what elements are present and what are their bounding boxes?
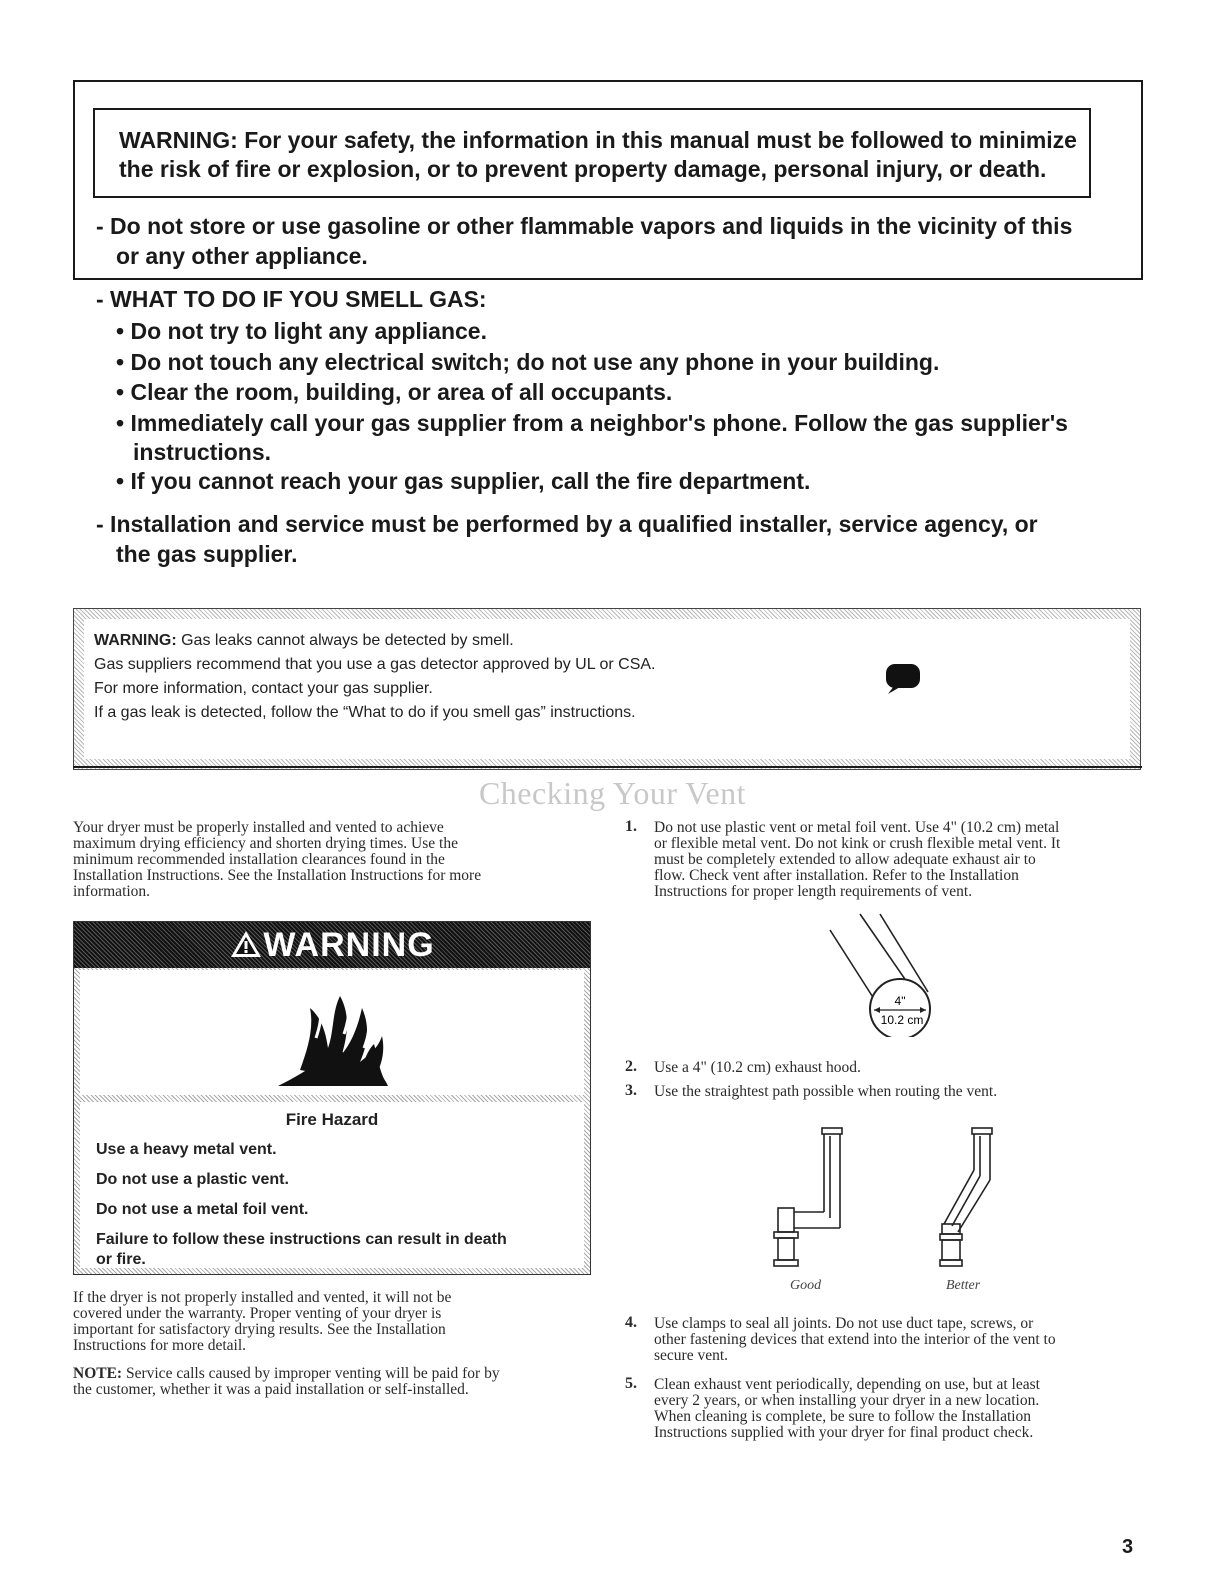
warning-line-4a: Failure to follow these instructions can result in death — [96, 1231, 507, 1248]
step-5-number: 5. — [625, 1375, 637, 1392]
gas-leak-label: WARNING: — [94, 632, 177, 649]
bullet-dot-icon: • — [116, 349, 131, 375]
installation-warning-line-2: the gas supplier. — [116, 541, 298, 567]
gas-detector-icon — [884, 662, 924, 696]
gas-leak-line-4: If a gas leak is detected, follow the “What to do if you smell gas” instructions. — [94, 704, 636, 721]
note-label: NOTE: — [73, 1365, 123, 1382]
safety-warning-headline-box — [93, 108, 1091, 198]
better-caption: Better — [946, 1278, 981, 1293]
bullet-dot-icon: • — [116, 379, 131, 405]
gas-leak-line-2: Gas suppliers recommend that you use a gas detector approved by UL or CSA. — [94, 656, 656, 673]
vent-diameter-diagram — [820, 912, 950, 1037]
intro-paragraph: Your dryer must be properly installed and vented to achieve maximum drying efficiency and shorten drying times. Use the minimum recommended installation clearances found in the Installation Instructions. See the Installation Instructions for more information. — [73, 819, 482, 900]
warning-text-panel — [80, 1102, 584, 1268]
alert-triangle-icon — [229, 929, 263, 959]
gas-leak-warning-content — [84, 619, 1130, 759]
fire-hazard-warning-label — [73, 921, 591, 1275]
step-1-number: 1. — [625, 818, 637, 835]
bullet-dot-icon: • — [116, 468, 131, 494]
vent-diameter-cm: 10.2 cm — [880, 1013, 924, 1027]
note-paragraph: NOTE: Service calls caused by improper venting will be paid for by the customer, whether it was a paid installation or self-installed. — [73, 1365, 500, 1398]
step-4-number: 4. — [625, 1314, 637, 1331]
better-vent-shape — [940, 1128, 992, 1266]
warning-header: WARNING — [229, 926, 434, 964]
section-divider — [73, 766, 1142, 768]
good-caption: Good — [790, 1278, 822, 1293]
step-5-text: Clean exhaust vent periodically, depending on use, but at least every 2 years, or when installing your dryer in a new location. When cleaning is complete, be sure to follow the Installation Instructions supplied with your dryer for final product check. — [654, 1376, 1040, 1441]
bullet-item: • Immediately call your gas supplier from a neighbor's phone. Follow the gas supplier's — [116, 410, 1068, 436]
step-3-text: Use the straightest path possible when routing the vent. — [654, 1083, 998, 1100]
page-number: 3 — [1122, 1536, 1134, 1558]
step-2-text: Use a 4" (10.2 cm) exhaust hood. — [654, 1059, 861, 1076]
bullet-dot-icon: • — [116, 410, 131, 436]
flammable-warning-line-1: - Do not store or use gasoline or other flammable vapors and liquids in the vicinity of this — [96, 213, 1073, 239]
bullet-dot-icon: • — [116, 318, 131, 344]
installation-warning-line-1: - Installation and service must be performed by a qualified installer, service agency, or — [96, 511, 1038, 537]
bullet-item-continued: instructions. — [133, 439, 272, 465]
vent-diameter-inches: 4" — [894, 994, 906, 1008]
gas-leak-line-1: WARNING: Gas leaks cannot always be detected by smell. — [94, 632, 514, 649]
warning-line-1: Use a heavy metal vent. — [96, 1141, 277, 1158]
warning-line-3: Do not use a metal foil vent. — [96, 1201, 309, 1218]
step-1-text: Do not use plastic vent or metal foil vent. Use 4" (10.2 cm) metal or flexible metal vent. Do not kink or crush flexible metal vent. It must be completely extended to allow adequate exhaust air to flow. Check vent after installation. Refer to the Installation Instructions for proper length requirements of vent. — [654, 819, 1061, 900]
step-3-number: 3. — [625, 1082, 637, 1099]
warning-icon-panel — [80, 970, 584, 1095]
warning-header-bar — [74, 922, 590, 968]
safety-headline-line-2: the risk of fire or explosion, or to prevent property damage, personal injury, or death. — [119, 156, 1047, 182]
gas-leak-line-3: For more information, contact your gas supplier. — [94, 680, 433, 697]
safety-headline-line-1: WARNING: For your safety, the information in this manual must be followed to minimize — [119, 127, 1077, 153]
bullet-item: • Clear the room, building, or area of all occupants. — [116, 379, 673, 405]
bullet-item: • Do not try to light any appliance. — [116, 318, 487, 344]
fire-icon — [270, 978, 400, 1090]
warning-line-2: Do not use a plastic vent. — [96, 1171, 289, 1188]
bullet-item: • If you cannot reach your gas supplier, call the fire department. — [116, 468, 811, 494]
warranty-paragraph: If the dryer is not properly installed and vented, it will not be covered under the warranty. Proper venting of your dryer is important for satisfactory drying results. See the Installation Instructions for more detail. — [73, 1289, 452, 1354]
section-title: Checking Your Vent — [478, 775, 747, 811]
smell-gas-heading: - WHAT TO DO IF YOU SMELL GAS: — [96, 286, 487, 312]
bullet-item: • Do not touch any electrical switch; do not use any phone in your building. — [116, 349, 940, 375]
step-2-number: 2. — [625, 1058, 637, 1075]
step-4-text: Use clamps to seal all joints. Do not use duct tape, screws, or other fastening devices that extend into the interior of the vent to secure vent. — [654, 1315, 1056, 1364]
good-vent-shape — [774, 1128, 842, 1266]
warning-line-4b: or fire. — [96, 1251, 146, 1268]
vent-routing-diagram — [760, 1120, 1010, 1280]
fire-hazard-title: Fire Hazard — [285, 1110, 379, 1129]
gas-leak-warning-box — [73, 608, 1141, 770]
flammable-warning-line-2: or any other appliance. — [116, 243, 368, 269]
